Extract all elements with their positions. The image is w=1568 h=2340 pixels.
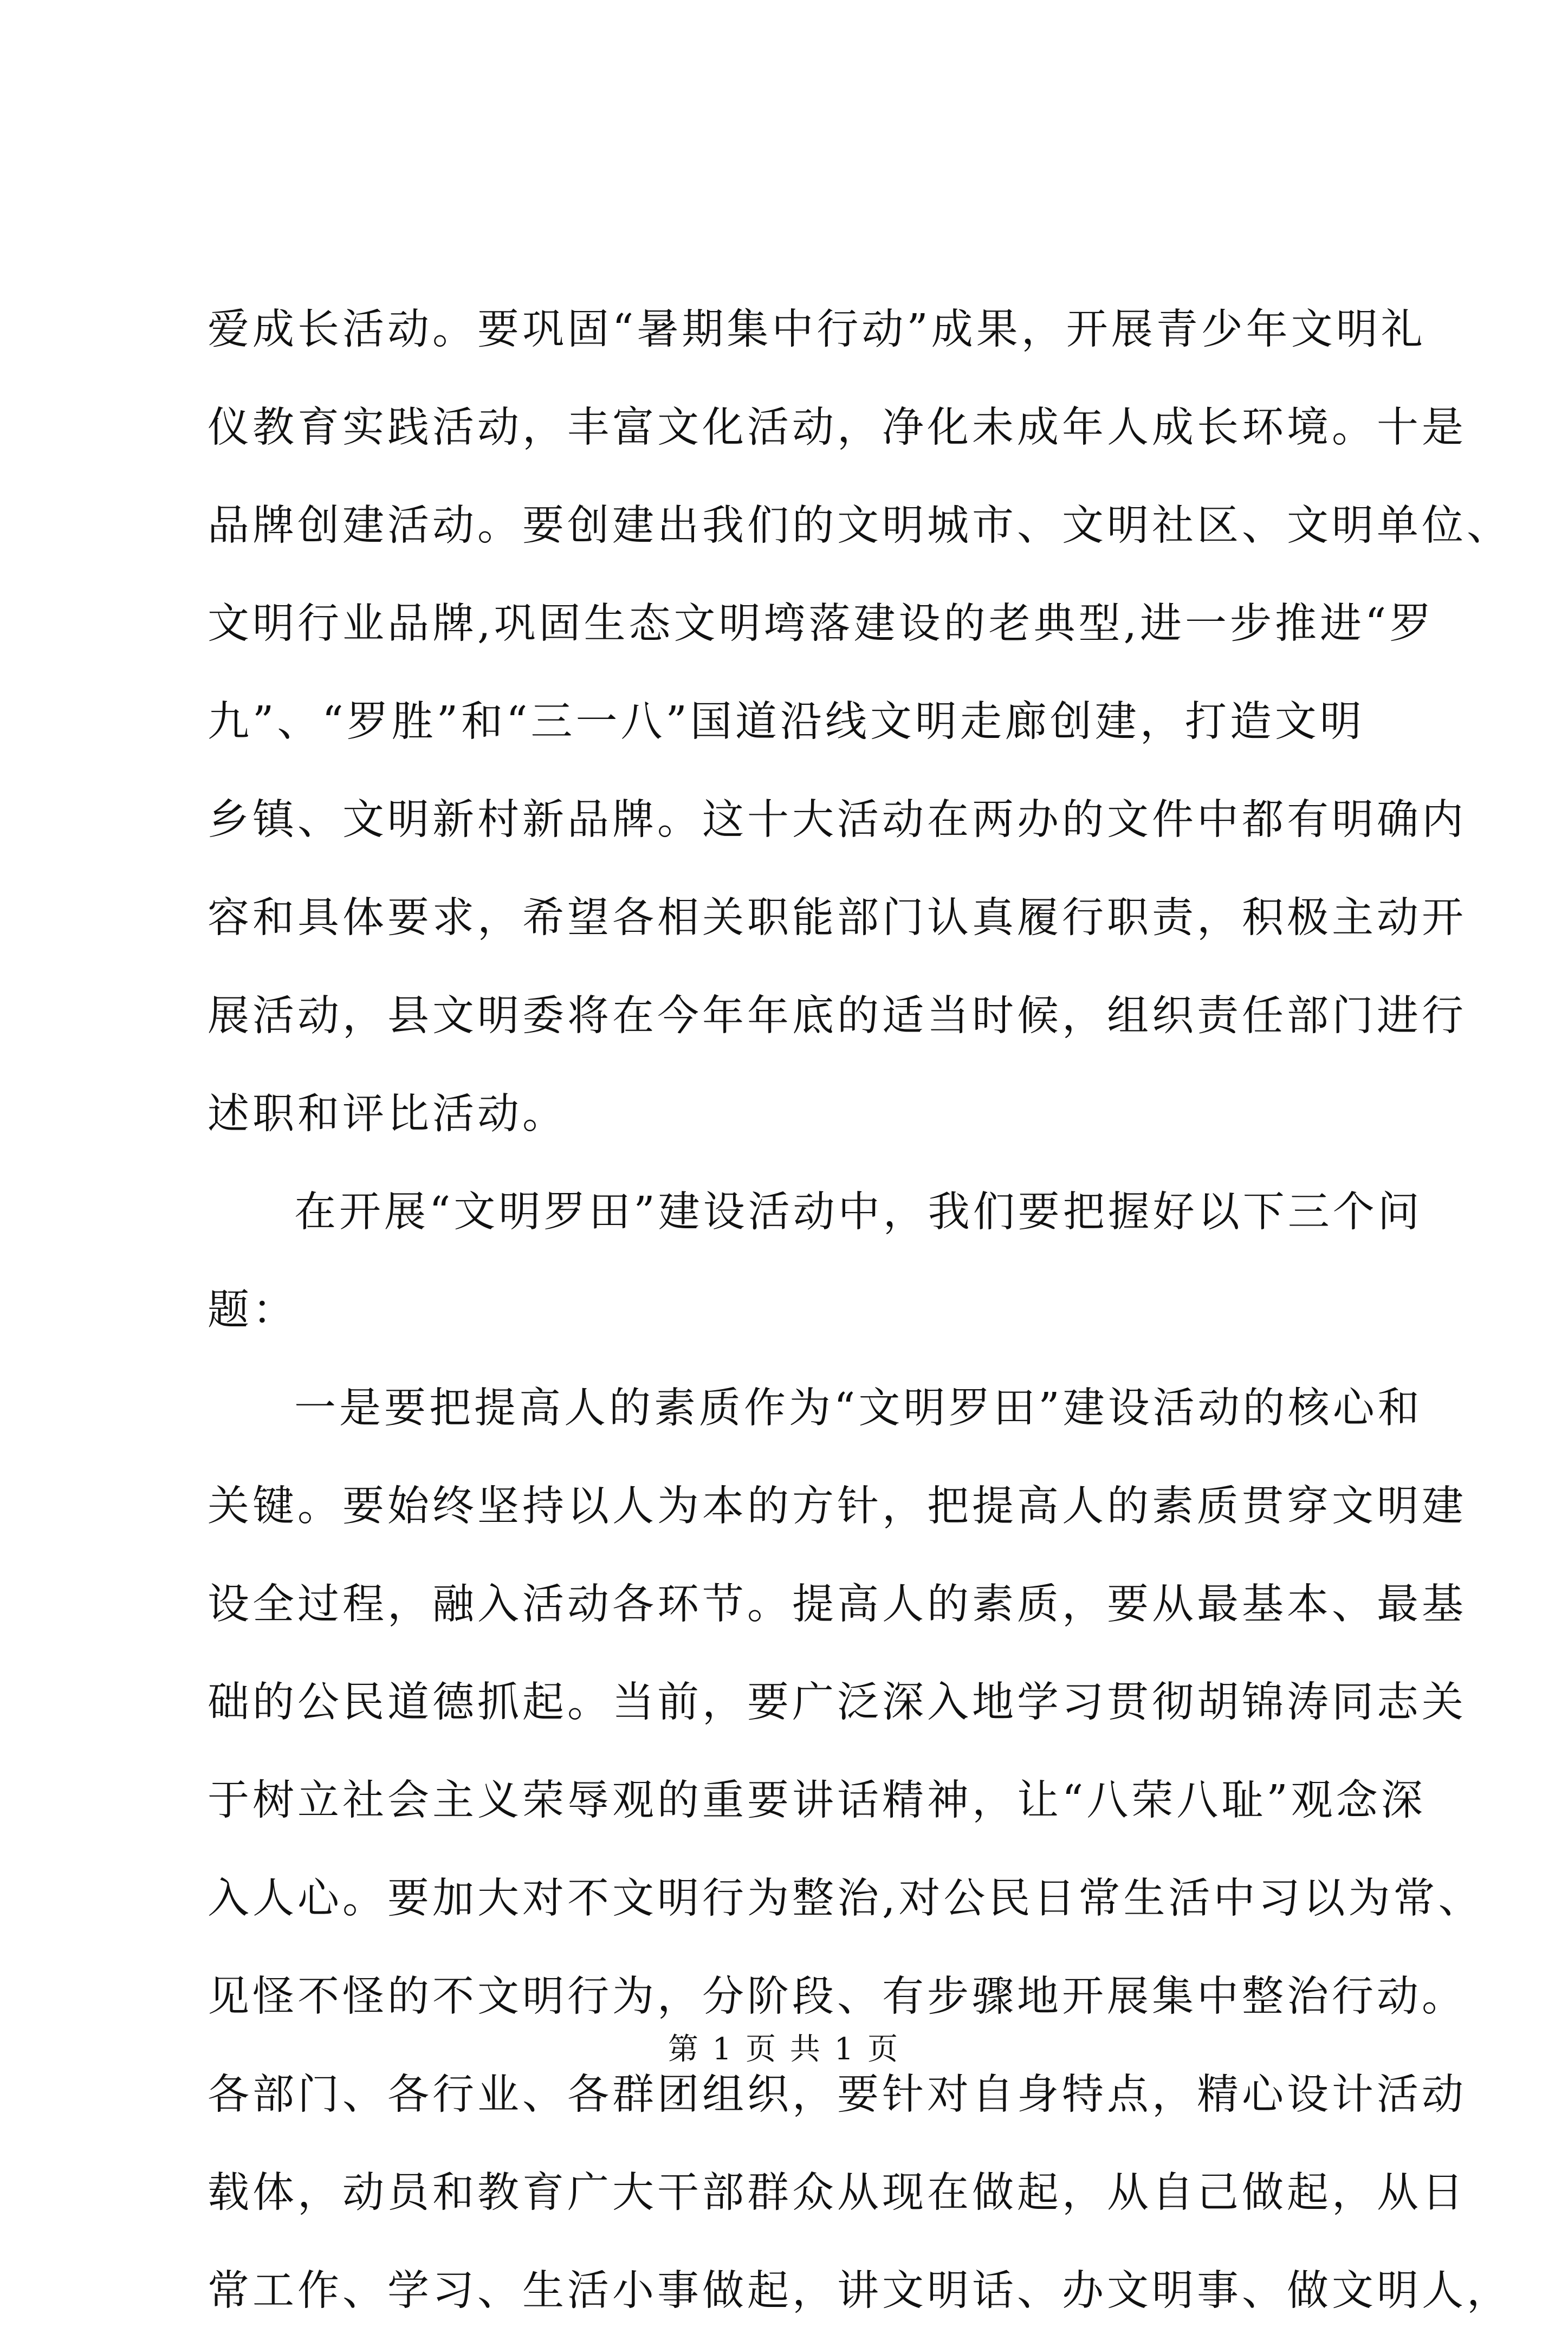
text-line: 入人心。要加大对不文明行为整治,对公民日常生活中习以为常、 — [208, 1875, 1483, 1923]
text-line: 常工作、学习、生活小事做起，讲文明话、办文明事、做文明人， — [208, 2267, 1512, 2315]
text-line: 设全过程，融入活动各环节。提高人的素质，要从最基本、最基 — [208, 1580, 1467, 1629]
text-line: 述职和评比活动。 — [208, 1090, 567, 1138]
text-line: 载体，动员和教育广大干部群众从现在做起，从自己做起，从日 — [208, 2169, 1467, 2217]
text-line: 乡镇、文明新村新品牌。这十大活动在两办的文件中都有明确内 — [208, 796, 1467, 844]
text-line: 各部门、各行业、各群团组织，要针对自身特点，精心设计活动 — [208, 2071, 1467, 2119]
paragraph-first-line: 一是要把提高人的素质作为“文明罗田”建设活动的核心和 — [294, 1384, 1423, 1432]
text-line: 容和具体要求，希望各相关职能部门认真履行职责，积极主动开 — [208, 894, 1467, 942]
text-line: 仪教育实践活动，丰富文化活动，净化未成年人成长环境。十是 — [208, 404, 1467, 452]
text-line: 于树立社会主义荣辱观的重要讲话精神，让“八荣八耻”观念深 — [208, 1777, 1426, 1825]
text-line: 展活动，县文明委将在今年年底的适当时候，组织责任部门进行 — [208, 992, 1467, 1040]
text-line: 题： — [208, 1286, 297, 1334]
paragraph-first-line: 在开展“文明罗田”建设活动中，我们要把握好以下三个问 — [294, 1188, 1423, 1236]
page-number-footer: 第 1 页 共 1 页 — [668, 2032, 900, 2067]
text-line: 爱成长活动。要巩固“暑期集中行动”成果，开展青少年文明礼 — [208, 306, 1426, 354]
text-line: 文明行业品牌,巩固生态文明塆落建设的老典型,进一步推进“罗 — [208, 600, 1435, 648]
text-line: 关键。要始终坚持以人为本的方针，把提高人的素质贯穿文明建 — [208, 1482, 1467, 1531]
text-line: 础的公民道德抓起。当前，要广泛深入地学习贯彻胡锦涛同志关 — [208, 1678, 1467, 1727]
text-line: 见怪不怪的不文明行为，分阶段、有步骤地开展集中整治行动。 — [208, 1973, 1467, 2021]
text-line: 九”、“罗胜”和“三一八”国道沿线文明走廊创建，打造文明 — [208, 698, 1365, 746]
text-line: 品牌创建活动。要创建出我们的文明城市、文明社区、文明单位、 — [208, 502, 1512, 550]
